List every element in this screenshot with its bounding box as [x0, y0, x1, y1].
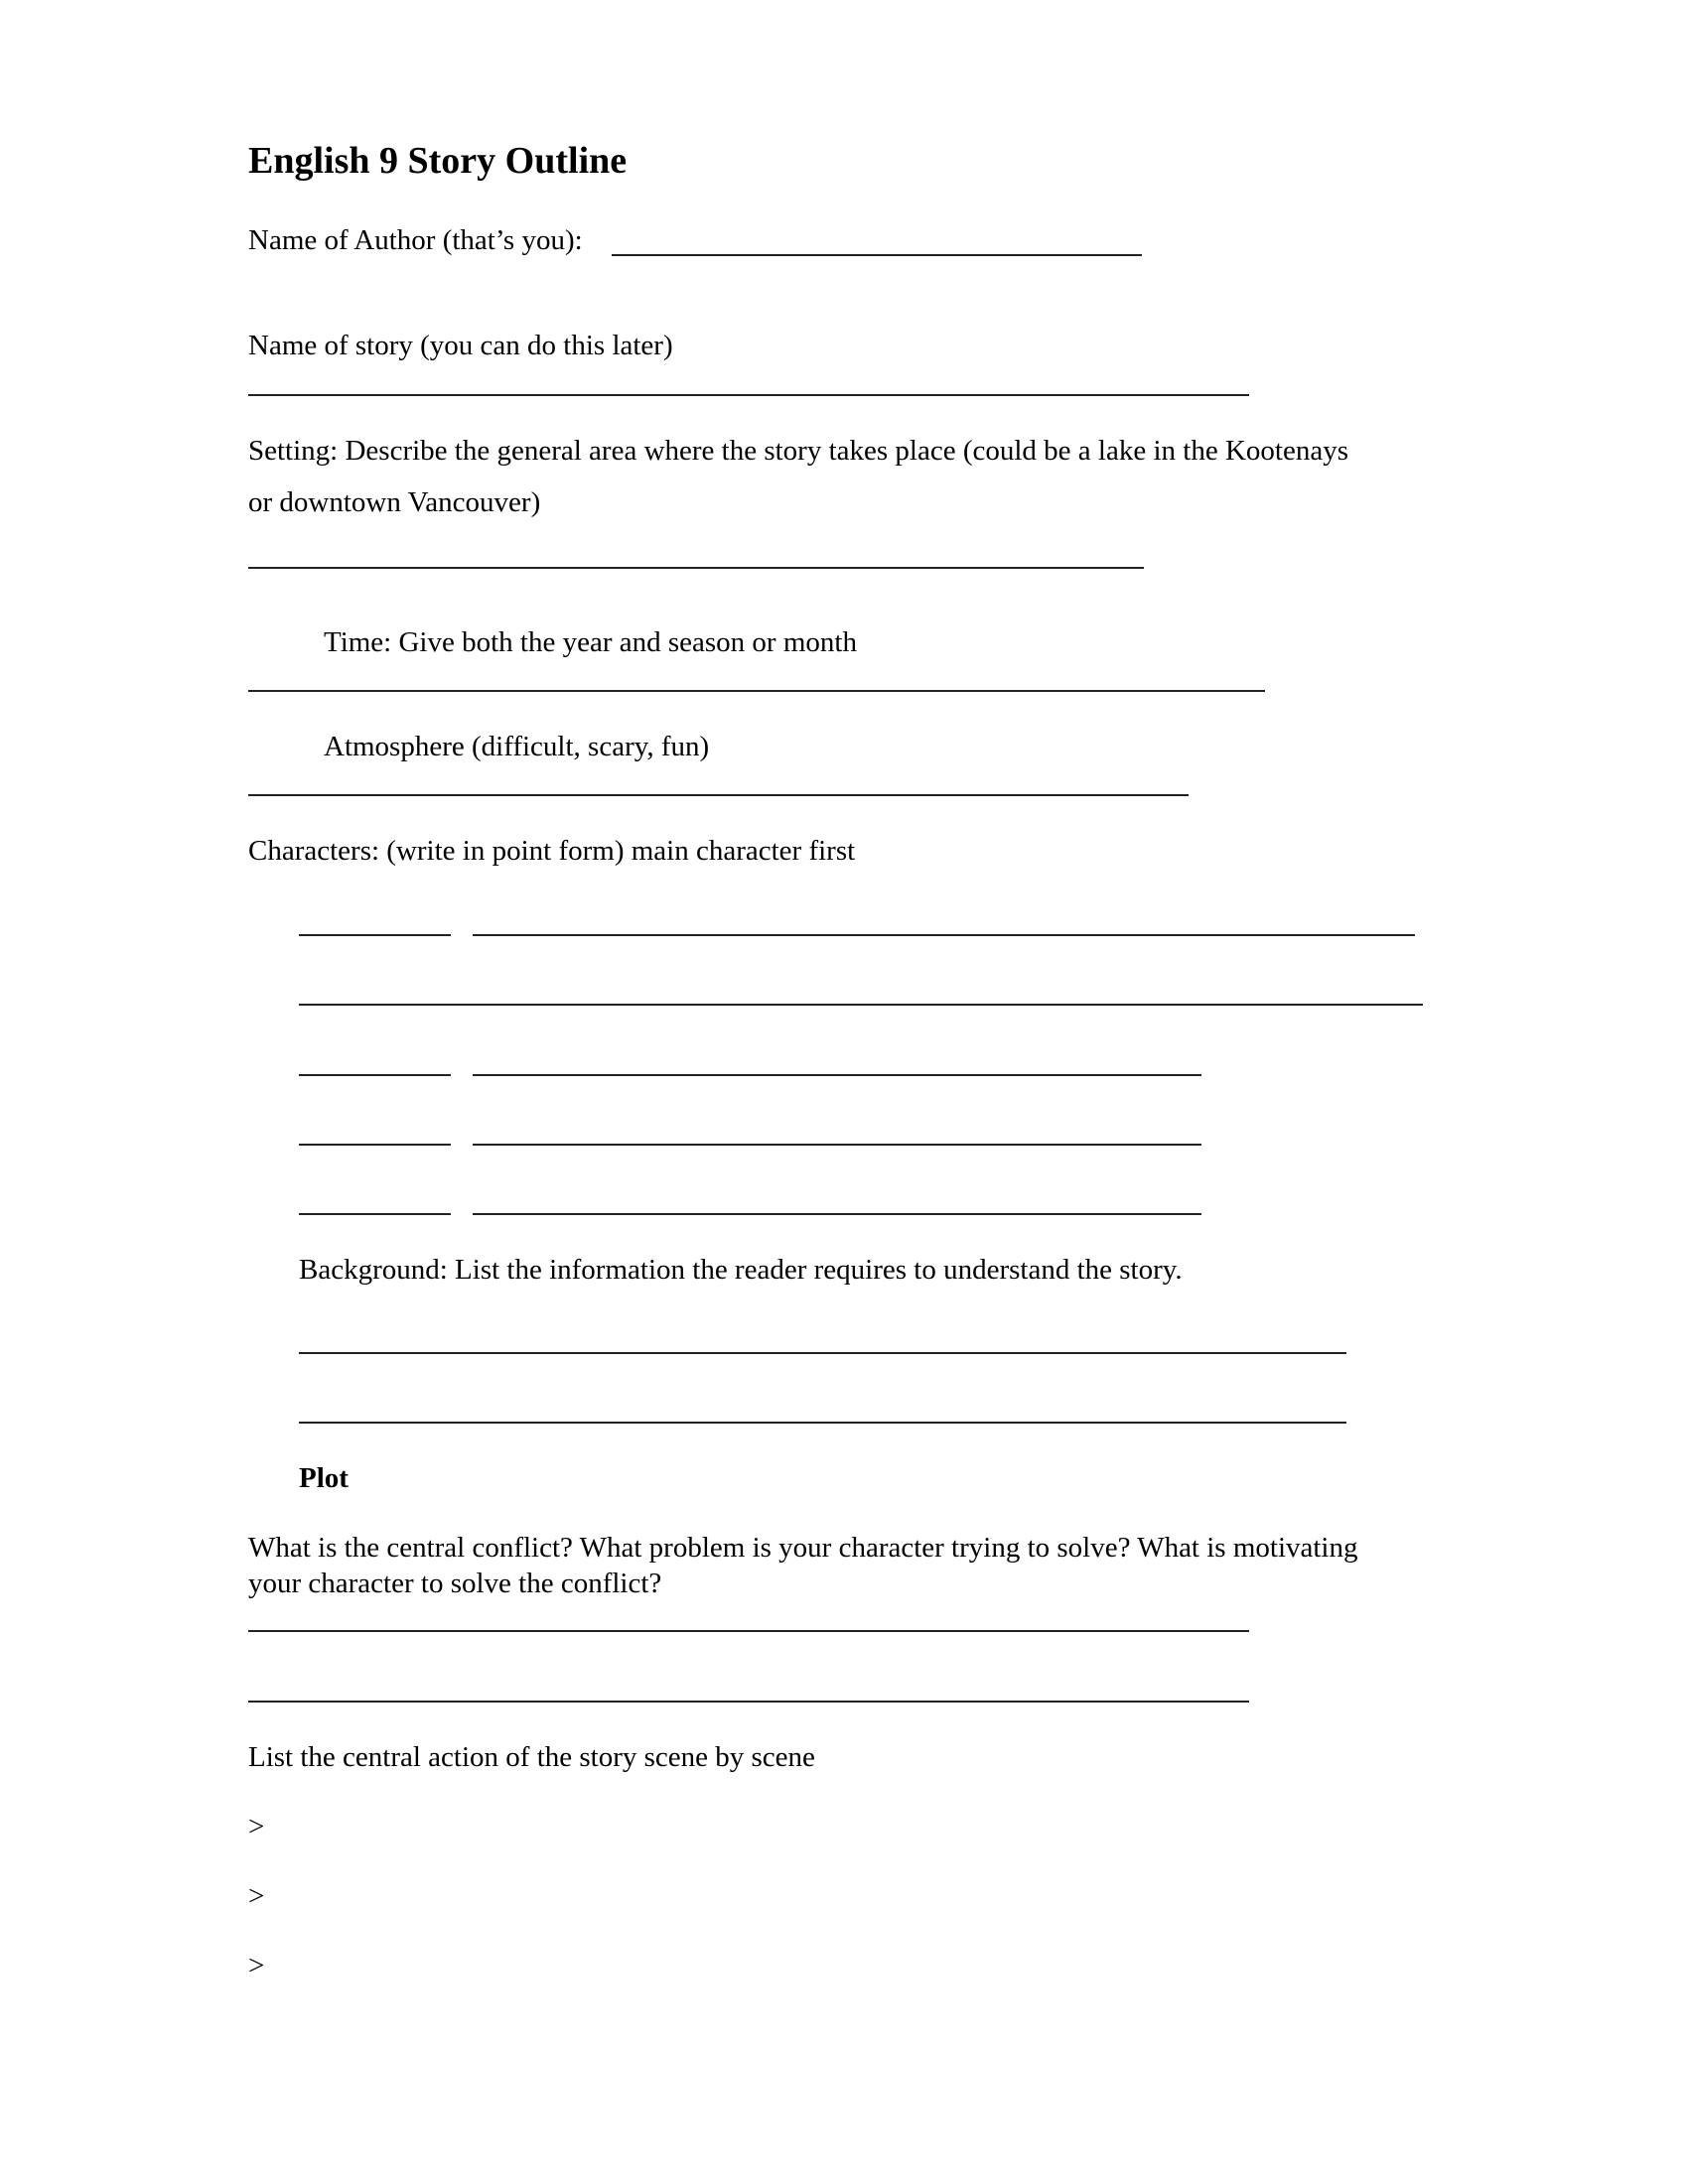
story-name-answer-line[interactable]: [248, 394, 1249, 396]
conflict-answer-line-2[interactable]: [248, 1701, 1249, 1703]
setting-label-line1: Setting: Describe the general area where the story takes place (could be a lake in the Kootenays: [248, 435, 1348, 467]
atmosphere-answer-line[interactable]: [248, 794, 1189, 796]
character-description-line-2[interactable]: [299, 1004, 1423, 1006]
conflict-question-line2: your character to solve the conflict?: [248, 1568, 662, 1599]
author-label: Name of Author (that’s you):: [248, 224, 583, 256]
conflict-answer-line-1[interactable]: [248, 1630, 1249, 1632]
setting-answer-line[interactable]: [248, 567, 1144, 569]
character-name-line-1[interactable]: [299, 934, 451, 936]
character-name-line-4[interactable]: [299, 1144, 451, 1146]
character-description-line-4[interactable]: [473, 1144, 1201, 1146]
story-name-label: Name of story (you can do this later): [248, 330, 673, 361]
atmosphere-label: Atmosphere (difficult, scary, fun): [324, 731, 710, 762]
time-answer-line[interactable]: [248, 690, 1265, 692]
background-answer-line-1[interactable]: [299, 1352, 1346, 1354]
conflict-question-line1: What is the central conflict? What problem is your character trying to solve? What is motivating: [248, 1532, 1358, 1564]
character-description-line-1[interactable]: [473, 934, 1415, 936]
author-answer-line[interactable]: [612, 254, 1142, 256]
background-answer-line-2[interactable]: [299, 1422, 1346, 1424]
setting-label-line2: or downtown Vancouver): [248, 486, 541, 518]
character-name-line-3[interactable]: [299, 1074, 451, 1076]
scenes-label: List the central action of the story scene by scene: [248, 1741, 815, 1773]
character-description-line-5[interactable]: [473, 1213, 1201, 1215]
character-description-line-3[interactable]: [473, 1074, 1201, 1076]
scene-bullet-2: >: [248, 1880, 265, 1912]
background-label: Background: List the information the reader requires to understand the story.: [299, 1254, 1183, 1286]
character-name-line-5[interactable]: [299, 1213, 451, 1215]
characters-label: Characters: (write in point form) main character first: [248, 835, 856, 867]
scene-bullet-1: >: [248, 1811, 265, 1843]
scene-bullet-3: >: [248, 1950, 265, 1981]
time-label: Time: Give both the year and season or month: [324, 626, 857, 658]
page-title: English 9 Story Outline: [248, 140, 628, 182]
plot-heading: Plot: [299, 1462, 349, 1494]
